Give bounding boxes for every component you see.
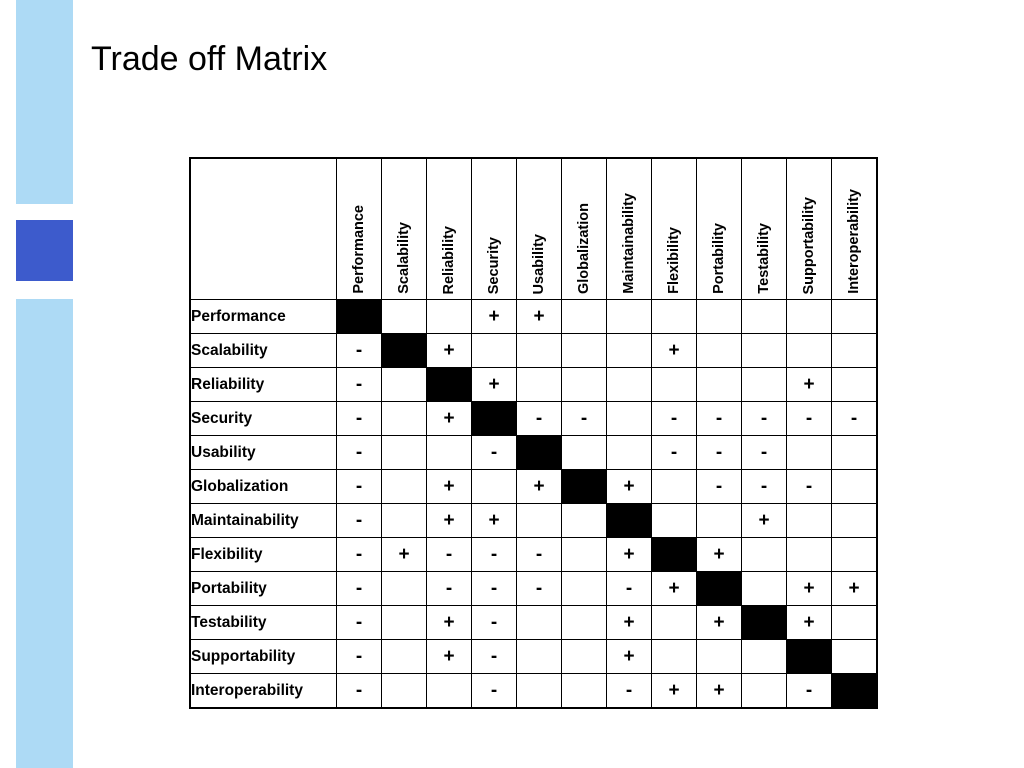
matrix-cell: [742, 640, 787, 674]
matrix-cell: [517, 640, 562, 674]
matrix-cell: [832, 640, 878, 674]
matrix-cell: [562, 640, 607, 674]
matrix-cell: [607, 334, 652, 368]
diagonal-cell: [607, 504, 652, 538]
column-header: [337, 158, 382, 300]
column-header-label: Globalization: [575, 202, 592, 294]
matrix-cell: [517, 334, 562, 368]
matrix-cell: -: [517, 572, 562, 606]
matrix-cell: [787, 538, 832, 572]
matrix-cell: [832, 334, 878, 368]
matrix-cell: [697, 368, 742, 402]
matrix-cell: -: [337, 538, 382, 572]
matrix-cell: [742, 300, 787, 334]
matrix-cell: +: [472, 300, 517, 334]
matrix-cell: -: [742, 436, 787, 470]
column-header-label: Reliability: [440, 225, 457, 294]
column-header-label: Security: [485, 236, 502, 294]
matrix-cell: [742, 674, 787, 709]
matrix-cell: +: [787, 606, 832, 640]
matrix-cell: +: [607, 470, 652, 504]
matrix-cell: [562, 674, 607, 709]
column-header: [787, 158, 832, 300]
matrix-cell: -: [652, 402, 697, 436]
matrix-cell: -: [832, 402, 878, 436]
row-header: Performance: [190, 300, 337, 334]
matrix-cell: -: [472, 572, 517, 606]
matrix-cell: [382, 368, 427, 402]
column-header: [832, 158, 878, 300]
matrix-cell: -: [697, 436, 742, 470]
matrix-cell: +: [427, 504, 472, 538]
matrix-row: [190, 402, 877, 436]
matrix-row: [190, 538, 877, 572]
row-header: Flexibility: [190, 538, 337, 572]
decorative-bar-bottom: [16, 299, 73, 768]
diagonal-cell: [337, 300, 382, 334]
matrix-cell: -: [337, 640, 382, 674]
matrix-cell: [382, 436, 427, 470]
matrix-cell: +: [472, 504, 517, 538]
matrix-cell: +: [607, 538, 652, 572]
matrix-cell: [382, 640, 427, 674]
slide-title: Trade off Matrix: [91, 40, 328, 78]
matrix-row: [190, 470, 877, 504]
matrix-cell: [427, 436, 472, 470]
row-header: Globalization: [190, 470, 337, 504]
matrix-cell: [382, 300, 427, 334]
column-header: [517, 158, 562, 300]
matrix-cell: -: [472, 606, 517, 640]
matrix-cell: [562, 572, 607, 606]
matrix-cell: [742, 334, 787, 368]
column-header-label: Performance: [350, 205, 367, 294]
matrix-cell: +: [382, 538, 427, 572]
matrix-cell: -: [337, 606, 382, 640]
matrix-cell: [607, 402, 652, 436]
matrix-cell: -: [337, 436, 382, 470]
column-header: [427, 158, 472, 300]
row-header: Reliability: [190, 368, 337, 402]
matrix-cell: [562, 504, 607, 538]
matrix-cell: [562, 334, 607, 368]
matrix-row: [190, 300, 877, 334]
matrix-cell: -: [742, 402, 787, 436]
matrix-row: [190, 640, 877, 674]
matrix-cell: [787, 334, 832, 368]
row-header: Usability: [190, 436, 337, 470]
matrix-cell: [697, 640, 742, 674]
matrix-cell: [832, 538, 878, 572]
matrix-cell: [652, 300, 697, 334]
matrix-cell: +: [427, 334, 472, 368]
matrix-cell: -: [787, 402, 832, 436]
matrix-cell: -: [337, 674, 382, 709]
column-header-label: Scalability: [395, 222, 412, 294]
matrix-cell: [562, 368, 607, 402]
matrix-cell: [472, 470, 517, 504]
matrix-cell: +: [607, 640, 652, 674]
decorative-bar-accent: [16, 220, 73, 281]
matrix-cell: +: [517, 470, 562, 504]
matrix-cell: +: [832, 572, 878, 606]
matrix-row: [190, 436, 877, 470]
matrix-cell: [832, 606, 878, 640]
matrix-cell: [382, 674, 427, 709]
matrix-cell: +: [652, 674, 697, 709]
diagonal-cell: [742, 606, 787, 640]
column-header: [562, 158, 607, 300]
matrix-cell: -: [607, 572, 652, 606]
matrix-corner-cell: [190, 158, 337, 300]
row-header: Testability: [190, 606, 337, 640]
matrix-cell: -: [472, 640, 517, 674]
matrix-cell: [742, 572, 787, 606]
matrix-cell: -: [337, 368, 382, 402]
matrix-cell: [607, 300, 652, 334]
matrix-cell: -: [607, 674, 652, 709]
matrix-row: [190, 606, 877, 640]
column-header-label: Usability: [530, 233, 547, 294]
matrix-cell: [382, 470, 427, 504]
matrix-cell: -: [562, 402, 607, 436]
column-header: [742, 158, 787, 300]
matrix-cell: [427, 674, 472, 709]
diagonal-cell: [427, 368, 472, 402]
matrix-cell: [697, 504, 742, 538]
matrix-cell: [787, 504, 832, 538]
matrix-cell: -: [427, 572, 472, 606]
matrix-cell: -: [427, 538, 472, 572]
matrix-cell: [832, 436, 878, 470]
column-header: [652, 158, 697, 300]
column-header-label: Interoperability: [845, 189, 862, 294]
column-header: [607, 158, 652, 300]
matrix-cell: [382, 606, 427, 640]
matrix-cell: [517, 368, 562, 402]
matrix-cell: [652, 504, 697, 538]
matrix-cell: [832, 300, 878, 334]
matrix-cell: [652, 606, 697, 640]
matrix-cell: [742, 538, 787, 572]
row-header: Interoperability: [190, 674, 337, 709]
diagonal-cell: [562, 470, 607, 504]
matrix-cell: -: [472, 436, 517, 470]
matrix-row: [190, 674, 877, 709]
column-header: [697, 158, 742, 300]
matrix-cell: [652, 368, 697, 402]
matrix-cell: [787, 436, 832, 470]
matrix-cell: +: [697, 606, 742, 640]
row-header: Security: [190, 402, 337, 436]
matrix-cell: -: [337, 470, 382, 504]
matrix-row: [190, 572, 877, 606]
matrix-cell: [382, 402, 427, 436]
diagonal-cell: [517, 436, 562, 470]
row-header: Maintainability: [190, 504, 337, 538]
matrix-cell: +: [427, 402, 472, 436]
matrix-cell: -: [697, 402, 742, 436]
diagonal-cell: [697, 572, 742, 606]
matrix-cell: [517, 504, 562, 538]
matrix-cell: -: [337, 504, 382, 538]
matrix-cell: +: [472, 368, 517, 402]
matrix-cell: +: [427, 606, 472, 640]
matrix-row: [190, 504, 877, 538]
matrix-cell: -: [337, 402, 382, 436]
matrix-cell: [517, 674, 562, 709]
matrix-header-row: [190, 158, 877, 300]
matrix-cell: -: [697, 470, 742, 504]
matrix-cell: -: [472, 674, 517, 709]
trade-off-matrix: [189, 157, 878, 709]
diagonal-cell: [787, 640, 832, 674]
matrix-cell: +: [787, 572, 832, 606]
column-header-label: Testability: [755, 223, 772, 294]
matrix-cell: [787, 300, 832, 334]
matrix-cell: [562, 538, 607, 572]
matrix-cell: +: [787, 368, 832, 402]
matrix-cell: [697, 300, 742, 334]
matrix-row: [190, 334, 877, 368]
matrix-cell: +: [697, 538, 742, 572]
column-header-label: Portability: [710, 223, 727, 294]
matrix-cell: [832, 504, 878, 538]
diagonal-cell: [652, 538, 697, 572]
decorative-bar-top: [16, 0, 73, 204]
matrix-cell: -: [652, 436, 697, 470]
matrix-cell: [697, 334, 742, 368]
column-header: [382, 158, 427, 300]
matrix-cell: +: [427, 470, 472, 504]
matrix-cell: -: [472, 538, 517, 572]
column-header-label: Maintainability: [620, 193, 637, 294]
matrix-cell: [562, 436, 607, 470]
matrix-cell: [652, 640, 697, 674]
matrix-cell: [427, 300, 472, 334]
row-header: Portability: [190, 572, 337, 606]
matrix-cell: +: [517, 300, 562, 334]
matrix-cell: -: [742, 470, 787, 504]
matrix-cell: -: [787, 674, 832, 709]
diagonal-cell: [382, 334, 427, 368]
matrix-cell: [472, 334, 517, 368]
diagonal-cell: [472, 402, 517, 436]
matrix-cell: [607, 436, 652, 470]
column-header-label: Supportability: [800, 196, 817, 294]
matrix-cell: +: [652, 572, 697, 606]
matrix-cell: +: [607, 606, 652, 640]
matrix-cell: +: [652, 334, 697, 368]
matrix-cell: [832, 368, 878, 402]
matrix-cell: -: [337, 334, 382, 368]
row-header: Scalability: [190, 334, 337, 368]
column-header-label: Flexibility: [665, 227, 682, 294]
matrix-cell: [382, 504, 427, 538]
matrix-cell: -: [787, 470, 832, 504]
column-header: [472, 158, 517, 300]
matrix-cell: [832, 470, 878, 504]
matrix-cell: +: [697, 674, 742, 709]
matrix-row: [190, 368, 877, 402]
matrix-cell: [742, 368, 787, 402]
matrix-cell: [517, 606, 562, 640]
matrix-cell: [562, 606, 607, 640]
matrix-cell: [562, 300, 607, 334]
matrix-body: [190, 300, 877, 709]
matrix-cell: +: [742, 504, 787, 538]
matrix-cell: +: [427, 640, 472, 674]
matrix-cell: -: [337, 572, 382, 606]
matrix-cell: [607, 368, 652, 402]
matrix-cell: -: [517, 402, 562, 436]
diagonal-cell: [832, 674, 878, 709]
matrix-cell: [382, 572, 427, 606]
matrix-cell: [652, 470, 697, 504]
matrix-cell: -: [517, 538, 562, 572]
row-header: Supportability: [190, 640, 337, 674]
